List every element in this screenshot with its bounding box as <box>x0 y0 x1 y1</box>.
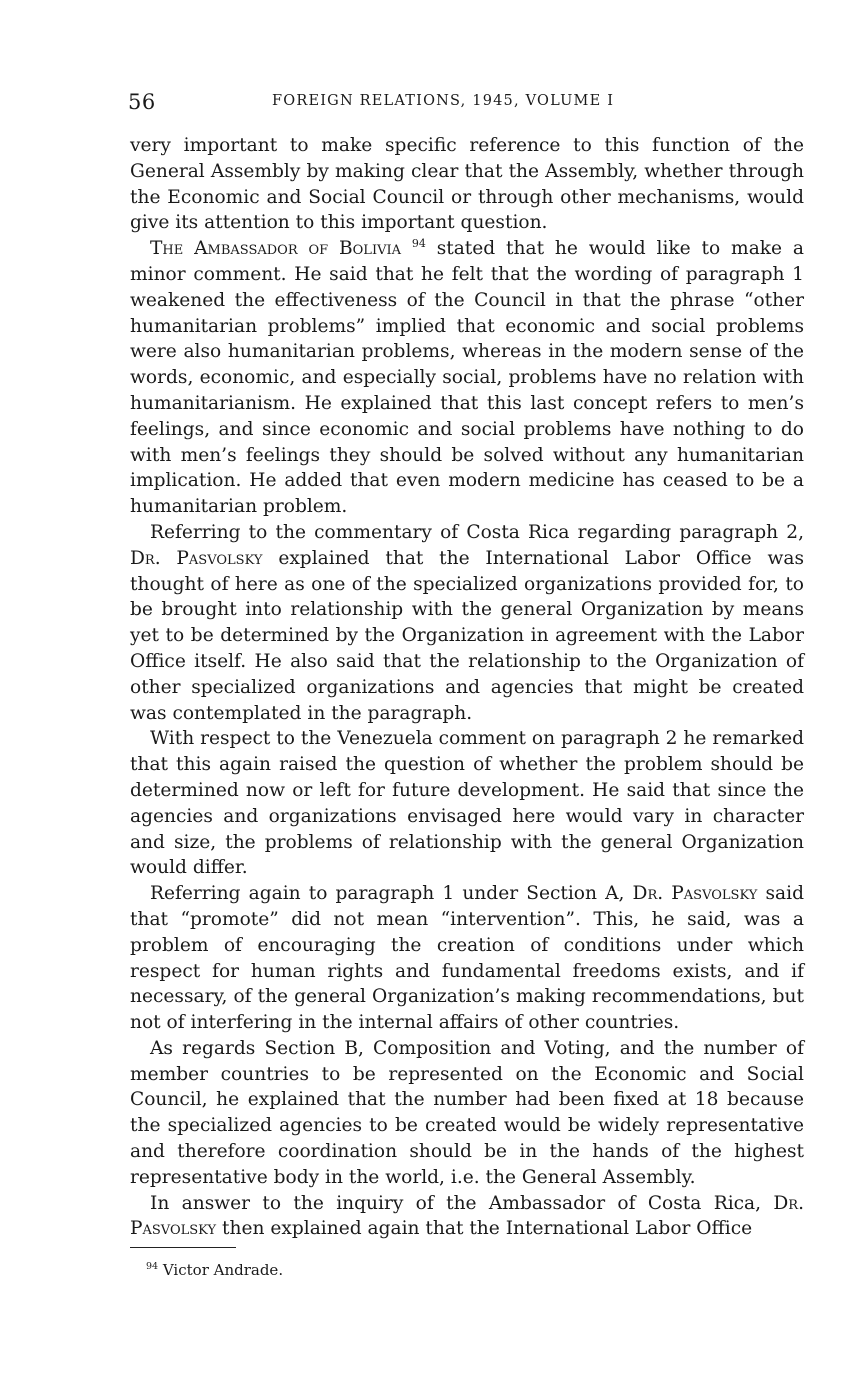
paragraph-7 <box>130 1191 804 1243</box>
footnote-marker: 94 <box>146 1261 159 1272</box>
paragraph-2 <box>130 236 804 520</box>
paragraph-text: stated that he would like to make a minor comment. He said that he felt that the wording of paragraph 1 weakened the effectiveness of the Council in that the phrase “other humanitarian problems” implied that economic and social problems were also humanitarian problems, whereas in the modern sense of the words, economic, and especially social, problems have no relation with humanitarianism. He explained that this last concept refers to men’s feelings, and since economic and social problems have nothing to do with men’s feelings they should be solved without any humanitarian implication. He added that even modern medicine has ceased to be a humanitarian problem. <box>130 238 804 518</box>
paragraph-4: With respect to the Venezuela comment on paragraph 2 he remarked that this again raised the question of whether the problem should be determined now or left for future development. He said that since the agencies and organizations envisaged here would vary in character and size, the problems of relationship with the general Organization would differ. <box>130 728 804 879</box>
footnote-divider <box>130 1247 236 1248</box>
speaker-name: Dr. Pasvolsky <box>130 1192 804 1240</box>
body-text <box>130 133 804 1242</box>
page-number: 56 <box>128 90 156 114</box>
running-head: FOREIGN RELATIONS, 1945, VOLUME I <box>272 93 615 109</box>
paragraph-6: As regards Section B, Composition and Voting, and the number of member countries to be represented on the Economic and Social Council, he explained that the number had been fixed at 18 because the specialized agencies to be created would be widely representative and therefore coordination should be in the hands of the highest representative body in the world, i.e. the General Assembly. <box>130 1037 804 1188</box>
paragraph-5 <box>130 881 804 1036</box>
paragraph-1: very important to make specific reference to this function of the General Assembly by making clear that the Assembly, whether through the Economic and Social Council or through other mechanisms, would give its attention to this important question. <box>130 135 804 234</box>
footnote-reference: 94 <box>411 237 426 251</box>
footnote <box>146 1261 283 1279</box>
footnote-text: Victor Andrade. <box>158 1261 284 1279</box>
paragraph-text: explained that the International Labor Office was thought of here as one of the specialized organizations provided for, to be brought into relationship with the general Organization by means yet to be determined by the Organization in agreement with the Labor Office itself. He also said that the relationship to the Organization of other specialized organizations and agencies that might be created was contemplated in the paragraph. <box>130 547 804 724</box>
paragraph-text: Referring to the commentary of Costa Rica regarding paragraph 2, <box>150 521 804 543</box>
speaker-name: The Ambassador of Bolivia <box>150 238 401 260</box>
speaker-name: Dr. Pasvolsky <box>130 547 263 569</box>
speaker-name: Dr. Pasvolsky <box>632 883 758 905</box>
paragraph-text: In answer to the inquiry of the Ambassador of Costa Rica, <box>150 1192 774 1214</box>
paragraph-text: then explained again that the International Labor Office <box>216 1218 753 1240</box>
paragraph-text: said that “promote” did not mean “intervention”. This, he said, was a problem of encouraging the creation of conditions under which respect for human rights and fundamental freedoms exists, and if necessary, of the general Organization’s making recommendations, but not of interfering in the internal affairs of other countries. <box>130 883 804 1034</box>
paragraph-text: Referring again to paragraph 1 under Section A, <box>150 883 633 905</box>
paragraph-3 <box>130 520 804 726</box>
